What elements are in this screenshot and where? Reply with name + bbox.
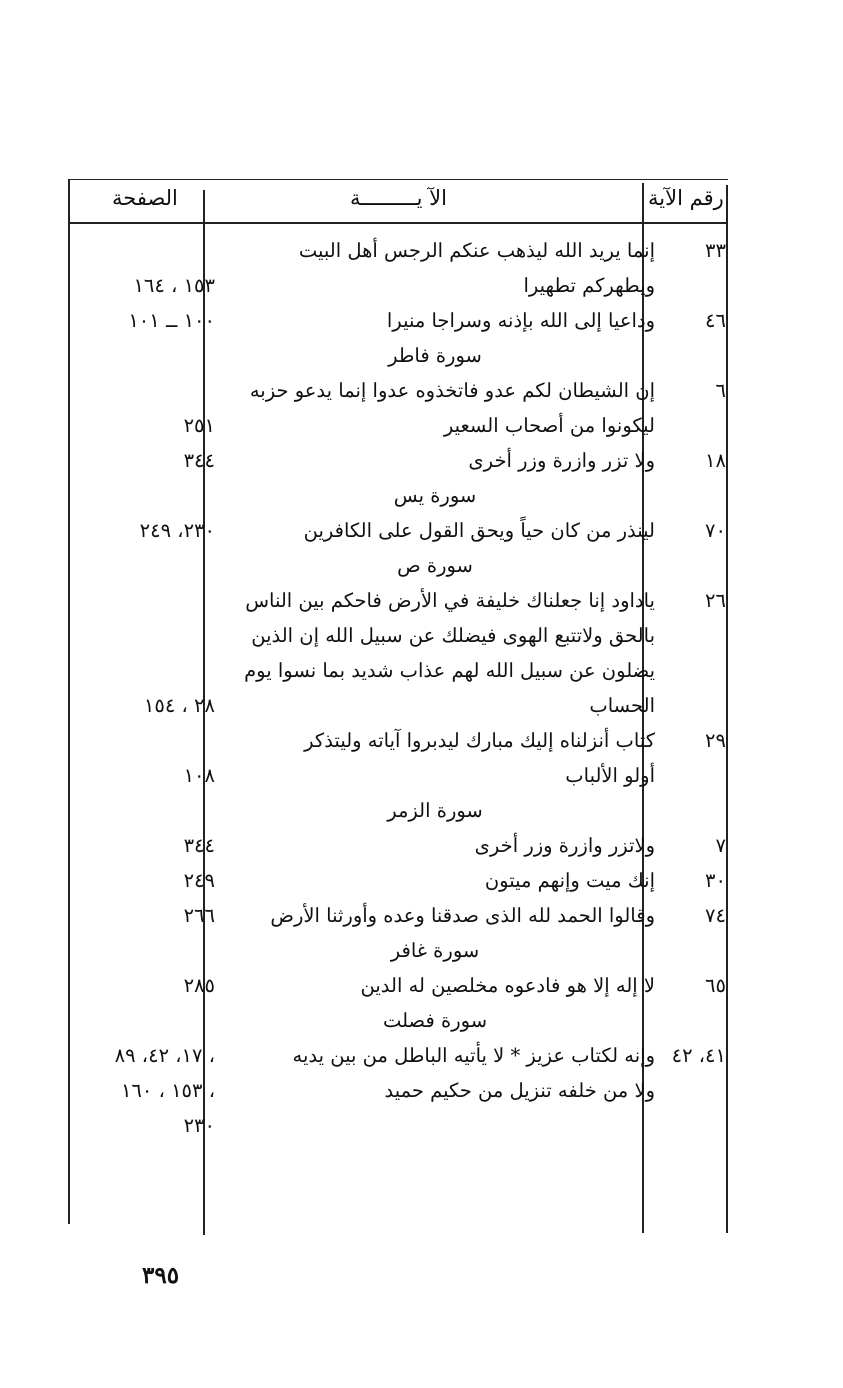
verse-text-cell: ولاتزر وازرة وزر أخرى [474, 834, 655, 857]
header-page-column: الصفحة [112, 186, 178, 210]
verse-text-cell: إنما يريد الله ليذهب عنكم الرجس أهل البيت [298, 239, 655, 262]
verse-number-cell: ٧٤ [705, 904, 726, 927]
verse-text-cell: وإنه لكتاب عزيز * لا يأتيه الباطل من بين يديه [292, 1044, 655, 1067]
header-rule [68, 222, 728, 224]
verse-text-cell: ياداود إنا جعلناك خليفة في الأرض فاحكم بين الناس [245, 589, 655, 612]
verse-text-cell: وداعيا إلى الله بإذنه وسراجا منيرا [386, 309, 655, 332]
verse-number-cell [655, 653, 726, 688]
table-row [70, 758, 726, 793]
page-ref-cell [70, 793, 215, 828]
page-number: ٣٩٥ [142, 1262, 180, 1289]
page-ref-cell: ٢٦٦ [183, 904, 215, 927]
table-row [70, 653, 726, 688]
page-ref-cell [70, 548, 215, 583]
table-row [70, 268, 726, 303]
verse-number-cell [655, 408, 726, 443]
surah-title-cell: سورة ص [397, 554, 473, 577]
surah-heading-row [70, 793, 726, 828]
table-row [70, 688, 726, 723]
verse-text-cell: إن الشيطان لكم عدو فاتخذوه عدوا إنما يدعو حزبه [249, 379, 655, 402]
table-row [70, 1038, 726, 1073]
table-row [70, 1073, 726, 1108]
table-row [70, 233, 726, 268]
table-row [70, 303, 726, 338]
table-row [70, 618, 726, 653]
verse-text-cell: الحساب [589, 694, 655, 717]
page-ref-cell [70, 618, 215, 653]
page-ref-cell [70, 723, 215, 758]
verse-text-cell: أولو الألباب [565, 764, 655, 787]
verse-number-cell: ٦٥ [705, 974, 726, 997]
header-number-column: رقم الآية [648, 186, 724, 210]
page-ref-cell: ٢٨٥ [183, 974, 215, 997]
page-ref-cell [70, 583, 215, 618]
right-border [726, 185, 728, 1233]
page-ref-cell [70, 233, 215, 268]
surah-heading-row [70, 338, 726, 373]
table-row [70, 723, 726, 758]
surah-heading-row [70, 1003, 726, 1038]
table-row [70, 968, 726, 1003]
table-row [70, 373, 726, 408]
verse-number-cell [655, 1073, 726, 1108]
table-row [70, 828, 726, 863]
surah-title-cell: سورة الزمر [387, 799, 483, 822]
page-ref-cell: ١٥٣ ، ١٦٠ ، [120, 1079, 215, 1102]
verse-text-cell: كتاب أنزلناه إليك مبارك ليدبروا آياته وليتذكر [304, 729, 655, 752]
verse-text-cell: يضلون عن سبيل الله لهم عذاب شديد بما نسوا يوم [244, 659, 655, 682]
verse-number-cell [655, 548, 726, 583]
table-row [70, 583, 726, 618]
verse-number-cell: ٢٦ [705, 589, 726, 612]
page-ref-cell: ١٧، ٤٢، ٨٩ ، [114, 1044, 215, 1067]
verse-index-table [70, 233, 726, 1143]
verse-text-cell: وقالوا الحمد لله الذى صدقنا وعده وأورثنا الأرض [270, 904, 655, 927]
surah-heading-row [70, 548, 726, 583]
verse-text-cell: ليكونوا من أصحاب السعير [443, 414, 655, 437]
surah-heading-row [70, 478, 726, 513]
verse-number-cell [655, 933, 726, 968]
page-ref-cell [70, 478, 215, 513]
page-ref-cell: ١٠٠ ــ ١٠١ [128, 309, 215, 332]
verse-number-cell: ٧٠ [705, 519, 726, 542]
verse-number-cell [655, 688, 726, 723]
page-ref-cell [70, 933, 215, 968]
surah-heading-row [70, 933, 726, 968]
top-rule [68, 179, 728, 180]
verse-number-cell: ٤٦ [705, 309, 726, 332]
verse-number-cell [655, 758, 726, 793]
surah-title-cell: سورة غافر [390, 939, 480, 962]
page-ref-cell [70, 338, 215, 373]
table-row [70, 1108, 726, 1143]
verse-number-cell: ٣٣ [705, 239, 726, 262]
page-ref-cell [70, 1003, 215, 1038]
verse-number-cell: ٢٩ [705, 729, 726, 752]
verse-number-cell: ٧ [715, 834, 726, 857]
verse-text-cell: لا إله إلا هو فادعوه مخلصين له الدين [360, 974, 655, 997]
page-ref-cell: ٣٤٤ [183, 449, 215, 472]
verse-number-cell [655, 268, 726, 303]
page-ref-cell: ١٥٣ ، ١٦٤ [133, 274, 215, 297]
verse-text-cell: إنك ميت وإنهم ميتون [484, 869, 655, 892]
page-ref-cell: ٢٥١ [183, 414, 215, 437]
table-row [70, 513, 726, 548]
page-ref-cell [70, 653, 215, 688]
page-ref-cell [70, 373, 215, 408]
verse-text-cell: ولا من خلفه تنزيل من حكيم حميد [384, 1079, 655, 1102]
verse-number-cell: ١٨ [705, 449, 726, 472]
table-row [70, 408, 726, 443]
verse-number-cell [655, 793, 726, 828]
verse-text-cell: لينذر من كان حياً ويحق القول على الكافرين [303, 519, 655, 542]
verse-text-cell: ولا تزر وازرة وزر أخرى [468, 449, 655, 472]
page-ref-cell: ١٠٨ [183, 764, 215, 787]
page-ref-cell: ٣٤٤ [183, 834, 215, 857]
verse-text-cell: بالحق ولاتتبع الهوى فيضلك عن سبيل الله إن الذين [251, 624, 655, 647]
header-verse-column: الآ يـــــــــة [350, 186, 447, 210]
table-row [70, 898, 726, 933]
verse-number-cell: ٦ [715, 379, 726, 402]
verse-number-cell [655, 618, 726, 653]
page-ref-cell: ٢٨ ، ١٥٤ [143, 694, 215, 717]
surah-title-cell: سورة فصلت [382, 1009, 488, 1032]
surah-title-cell: سورة فاطر [388, 344, 482, 367]
verse-number-cell [655, 1108, 726, 1143]
verse-number-cell: ٣٠ [705, 869, 726, 892]
page-ref-cell: ٢٤٩ [183, 869, 215, 892]
surah-title-cell: سورة يس [393, 484, 477, 507]
table-row [70, 443, 726, 478]
table-row [70, 863, 726, 898]
page-ref-cell: ٢٣٠ [183, 1114, 215, 1137]
verse-number-cell: ٤١، ٤٢ [671, 1044, 726, 1067]
verse-number-cell [655, 478, 726, 513]
verse-number-cell [655, 338, 726, 373]
verse-text-cell: ويطهركم تطهيرا [523, 274, 655, 297]
verse-text-cell [215, 1108, 655, 1143]
verse-number-cell [655, 1003, 726, 1038]
page-ref-cell: ٢٣٠، ٢٤٩ [139, 519, 215, 542]
